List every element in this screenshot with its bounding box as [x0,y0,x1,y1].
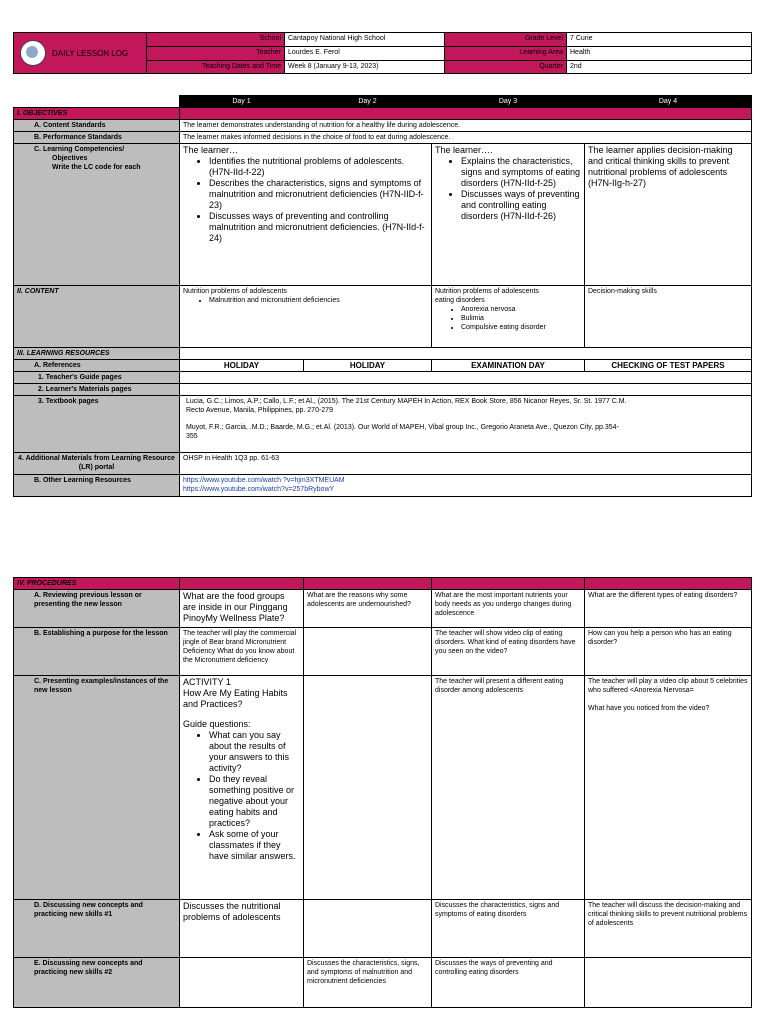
ref-day1: HOLIDAY [180,360,304,372]
list-item: • Do they reveal something positive or negative about your eating habits and practices? [209,774,300,829]
textbook-ref-2: Muyot, F.R.; Garcia, .M.D.; Baarde, M.G.; et.Al. (2013). Our World of MAPEH, Vibal group Inc., Gregorio Araneta Ave., Quezon City, pp.354-355 [186,424,619,440]
competencies-label [14,144,180,286]
activity-title: How Are My Eating Habits and Practices? [183,688,288,709]
content-day4: Decision-making skills [585,286,752,348]
list-item: • Explains the characteristics, signs and symptoms of eating disorders (H7N-IId-f-25) [461,156,581,189]
reviewing-label: A. Reviewing previous lesson or presenting the new lesson [14,590,180,628]
teacher-value: Lourdes E. Ferol [285,47,445,60]
other-resources-label: B. Other Learning Resources [14,475,180,497]
learners-materials-value [180,384,752,396]
content-standards-value: The learner demonstrates understanding of nutrition for a healthy life during adolescence. [180,120,752,132]
dates-value: Week 8 (January 9-13, 2023) [285,60,445,73]
list-item: • Compulsive eating disorder [461,323,581,332]
reviewing-day2: What are the reasons why some adolescents are undernourished? [304,590,432,628]
log-title: DAILY LESSON LOG [52,48,129,58]
objectives-bar [180,108,752,120]
teachers-guide-label: 1. Teacher's Guide pages [14,372,180,384]
purpose-day3: The teacher will show video clip of eating disorders. What kind of eating disorders have you seen on the video? [432,628,585,676]
procedures-bar-2 [304,578,432,590]
resources-bar [180,348,752,360]
ref-day4: CHECKING OF TEST PAPERS [585,360,752,372]
textbook-label: 3. Textbook pages [14,396,180,453]
content-day3-title-1: Nutrition problems of adolescents [435,288,539,295]
presenting-day2 [304,676,432,900]
guide-questions-label: Guide questions: [183,719,251,729]
list-item: • Discusses ways of preventing and controlling malnutrition and micronutrient deficiencies. (H7N-IId-f-24) [209,211,428,244]
competencies-day3-intro: The learner…. [435,145,493,155]
performance-standards-label: B. Performance Standards [14,132,180,144]
corner-empty [14,96,180,108]
list-item: • What can you say about the results of your answers to this activity? [209,730,300,774]
quarter-label: Quarter [445,60,567,73]
content-day3-title-2: eating disorders [435,297,485,304]
content-day12 [180,286,432,348]
discussing-1-label: D. Discussing new concepts and practicing new skills #1 [14,900,180,958]
reviewing-day1: What are the food groups are inside in our Pinggang PinoyMy Wellness Plate? [180,590,304,628]
youtube-link-1[interactable]: https://www.youtube.com/watch ?v=hjm3XTMEUAM [183,477,345,484]
youtube-link-2[interactable]: https://www.youtube.com/watch?v=257bRybowY [183,486,335,493]
list-item: • Identifies the nutritional problems of adolescents. (H7N-IId-f-22) [209,156,428,178]
textbook-ref-1: Lucia, G.C.; Limos, A.P.; Callo, L.F.; et Al., (2015). The 21st Century MAPEH In Action, REX Book Store, 856 Nicanor Reyes, Sr. St. 1977 C.M. Recto Avenue, Manila, Philippines, pp. 270-279 [186,398,627,414]
day-1-header: Day 1 [180,96,304,108]
presenting-day4-text-1: The teacher will play a video clip about 5 celebrities who suffered <Anorexia Nervosa= [588,678,748,694]
presenting-day4-text-2: What have you noticed from the video? [588,705,710,712]
discussing-1-day3: Discusses the characteristics, signs and symptoms of eating disorders [432,900,585,958]
lesson-table [13,95,752,497]
content-day12-title: Nutrition problems of adolescents [183,288,287,295]
activity-label: ACTIVITY 1 [183,677,231,687]
content-standards-label: A. Content Standards [14,120,180,132]
guide-questions-list [183,730,300,862]
area-value: Health [567,47,752,60]
presenting-day4 [585,676,752,900]
content-heading: II. CONTENT [14,286,180,348]
school-label: School [147,33,285,47]
day-4-header: Day 4 [585,96,752,108]
teacher-label: Teacher [147,47,285,60]
discussing-2-day2: Discusses the characteristics, signs, and symptoms of malnutrition and micronutrient deficiencies [304,958,432,1008]
learners-materials-label: 2. Learner's Materials pages [14,384,180,396]
competencies-day3 [432,144,585,286]
additional-materials-label: 4. Additional Materials from Learning Resource (LR) portal [14,453,180,475]
discussing-2-day3: Discusses the ways of preventing and controlling eating disorders [432,958,585,1008]
procedures-table [13,577,752,1008]
competencies-day4: The learner applies decision-making and critical thinking skills to prevent nutritional problems of adolescents (H7N-IIg-h-27) [585,144,752,286]
list-item: • Bulimia [461,314,581,323]
purpose-label: B. Establishing a purpose for the lesson [14,628,180,676]
objectives-heading: I. OBJECTIVES [14,108,180,120]
dates-label: Teaching Dates and Time [147,60,285,73]
ref-day2: HOLIDAY [304,360,432,372]
area-label: Learning Area [445,47,567,60]
discussing-1-day4: The teacher will discuss the decision-making and critical thinking skills to prevent nutritional problems of adolescents [585,900,752,958]
ref-day3: EXAMINATION DAY [432,360,585,372]
discussing-1-day1: Discusses the nutritional problems of adolescents [180,900,304,958]
deped-seal-icon [20,40,46,66]
header-title-cell [14,33,147,74]
procedures-heading: IV. PROCEDURES [14,578,180,590]
content-day3-list [435,305,581,332]
content-day12-list [183,296,428,305]
references-label: A. References [14,360,180,372]
quarter-value: 2nd [567,60,752,73]
competencies-day12 [180,144,432,286]
purpose-day2 [304,628,432,676]
competencies-day12-list [183,156,428,244]
list-item: • Malnutrition and micronutrient deficiencies [209,296,428,305]
discussing-2-label: E. Discussing new concepts and practicing new skills #2 [14,958,180,1008]
school-value: Cantapoy National High School [285,33,445,47]
resources-heading: III. LEARNING RESOURCES [14,348,180,360]
competencies-label-line1: C. Learning Competencies/ [34,146,125,153]
discussing-2-day1 [180,958,304,1008]
competencies-day12-intro: The learner… [183,145,239,155]
header-table [13,32,752,74]
list-item: • Ask some of your classmates if they have similar answers. [209,829,300,862]
list-item: • Describes the characteristics, signs and symptoms of malnutrition and micronutrient deficiencies (H7N-IID-f-23) [209,178,428,211]
teachers-guide-value [180,372,752,384]
list-item: • Discusses ways of preventing and controlling eating disorders (H7N-IId-f-26) [461,189,581,222]
competencies-day3-list [435,156,581,222]
procedures-bar-3 [432,578,585,590]
purpose-day4: How can you help a person who has an eating disorder? [585,628,752,676]
day-3-header: Day 3 [432,96,585,108]
procedures-bar-4 [585,578,752,590]
performance-standards-value: The learner makes informed decisions in the choice of food to eat during adolescence. [180,132,752,144]
purpose-day1: The teacher will play the commercial jingle of Bear brand Micronutrient Deficiency What do you know about the Micronutrient deficiency [180,628,304,676]
grade-value: 7 Curie [567,33,752,47]
textbook-value [180,396,752,453]
grade-label: Grade Level [445,33,567,47]
reviewing-day4: What are the different types of eating disorders? [585,590,752,628]
discussing-2-day4 [585,958,752,1008]
competencies-label-line2: Objectives [52,155,88,162]
day-2-header: Day 2 [304,96,432,108]
presenting-label: C. Presenting examples/instances of the new lesson [14,676,180,900]
additional-materials-value: OHSP in Health 1Q3 pp. 61-63 [180,453,752,475]
presenting-day1 [180,676,304,900]
list-item: • Anorexia nervosa [461,305,581,314]
discussing-1-day2 [304,900,432,958]
other-resources-value [180,475,752,497]
content-day3 [432,286,585,348]
reviewing-day3: What are the most important nutrients your body needs as you undergo changes during adolescence [432,590,585,628]
presenting-day3: The teacher will present a different eating disorder among adolescents [432,676,585,900]
procedures-bar-1 [180,578,304,590]
competencies-label-line3: Write the LC code for each [52,164,141,171]
